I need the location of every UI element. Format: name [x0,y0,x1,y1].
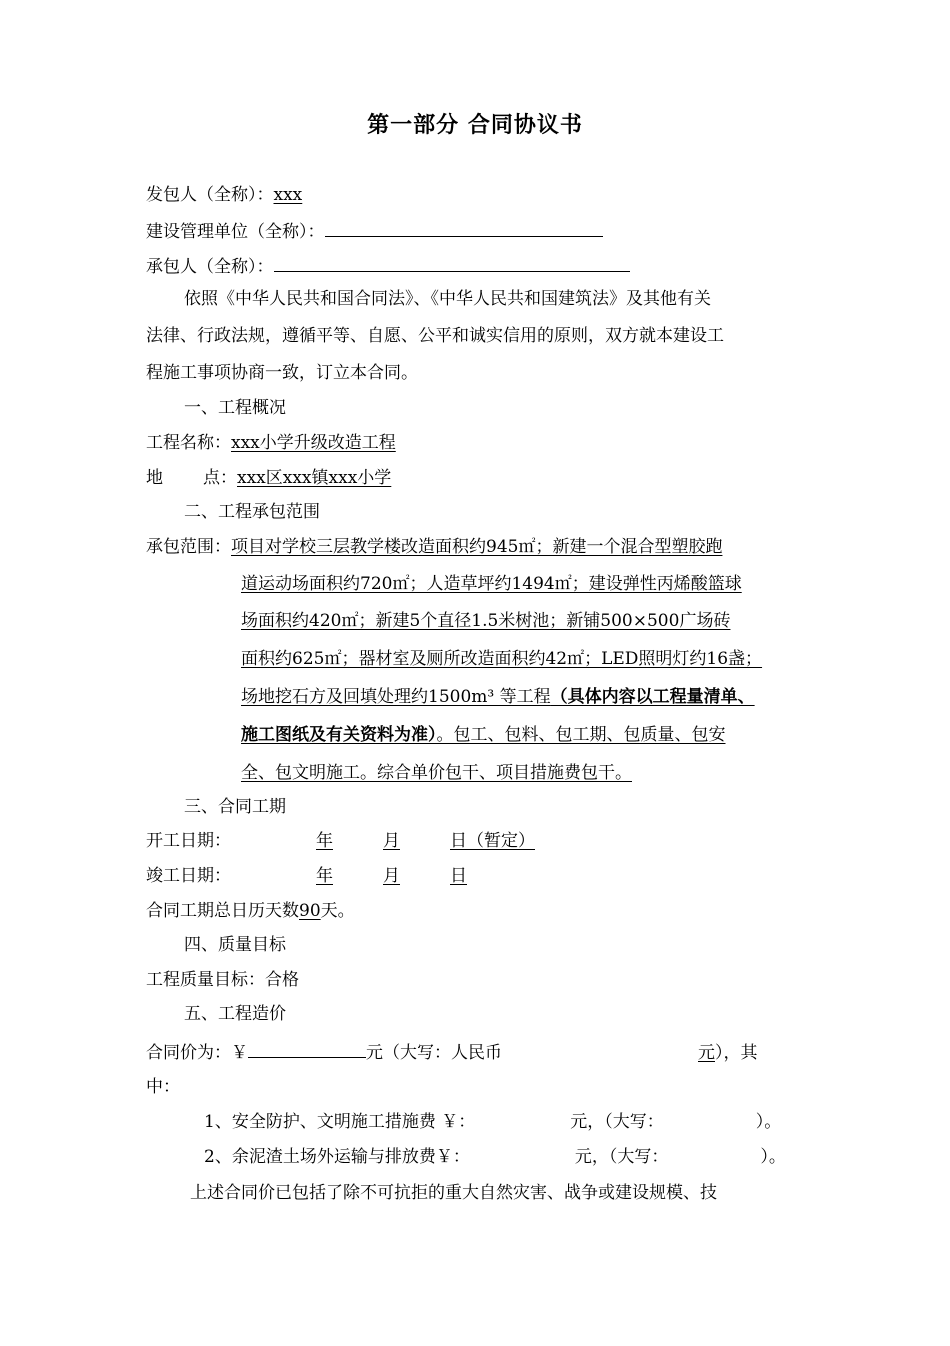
total-days-value: 90 [299,901,321,921]
price-end: 元 [698,1043,715,1063]
scope-line-5 [241,686,755,708]
total-days-prefix: 合同工期总日历天数 [146,901,299,921]
start-year: 年 [316,831,333,851]
end-month: 月 [383,866,400,886]
location-value: xxx区xxx镇xxx小学 [237,468,392,488]
fee-item-2-close: ）。 [760,1147,786,1167]
scope-line-6 [241,724,726,746]
price-label: 合同价为：￥ [146,1043,248,1063]
intro-line-1: 依照《中华人民共和国合同法》、《中华人民共和国建筑法》及其他有关 [184,289,711,309]
contract-price-line [146,1039,758,1064]
scope-text-6b: 。包工、包料、包工期、包质量、包安 [436,725,726,745]
employer-value: xxx [273,185,303,205]
employer-label: 发包人（全称）： [146,185,274,205]
project-name-value: xxx小学升级改造工程 [231,433,396,453]
fee-item-1-close: ）。 [755,1112,782,1132]
section-2-heading: 二、工程承包范围 [184,502,320,522]
fee-item-1-label: 1、安全防护、文明施工措施费 ￥： [204,1112,476,1132]
end-date-line [146,865,489,887]
scope-text-1: 项目对学校三层教学楼改造面积约945㎡；新建一个混合型塑胶跑 [231,537,723,557]
end-date-label: 竣工日期： [146,866,231,886]
fee-item-2-unit: 元，（大写： [574,1147,669,1167]
page-title: 第一部分 合同协议书 [367,112,583,138]
scope-label: 承包范围： [146,537,231,557]
start-tentative: （暂定） [467,831,535,851]
end-date-field [231,866,489,886]
location-label-a: 地 [146,468,163,488]
scope-text-6a: 施工图纸及有关资料为准） [241,725,437,745]
employer-line [146,184,302,206]
price-footer-line: 上述合同价已包括了除不可抗拒的重大自然灾害、战争或建设规模、技 [190,1183,717,1203]
fee-item-2-label: 2、余泥渣土场外运输与排放费￥： [204,1147,470,1167]
start-date-label: 开工日期： [146,831,231,851]
scope-text-5b: （具体内容以工程量清单、 [550,687,755,707]
project-location-line [146,467,391,489]
project-name-line [146,432,396,454]
total-days-suffix: 天。 [320,901,355,921]
location-label-b: 点： [203,468,237,488]
section-3-heading: 三、合同工期 [184,797,286,817]
scope-line-1 [146,536,722,558]
total-days-line [146,900,355,922]
start-date-line [146,830,535,852]
section-5-heading: 五、工程造价 [184,1004,286,1024]
scope-text-7: 全、包文明施工。综合单价包干、项目措施费包干。 [241,763,632,783]
price-mid: 元（大写：人民币 [366,1043,502,1063]
price-wrap: 中： [146,1077,180,1097]
start-day: 日 [450,831,467,851]
section-1-heading: 一、工程概况 [184,398,286,418]
end-day: 日 [450,866,467,886]
price-words-field [502,1043,715,1063]
fee-item-1 [204,1111,781,1133]
quality-label: 工程质量目标： [146,970,265,990]
intro-line-3: 程施工事项协商一致，订立本合同。 [146,363,418,383]
price-amount-blank [248,1039,366,1058]
scope-text-4: 面积约625㎡；器材室及厕所改造面积约42㎡；LED照明灯约16盏； [241,649,763,669]
quality-value: 合格 [265,970,299,990]
start-date-field [231,831,535,851]
fee-item-1-unit: 元，（大写： [570,1112,664,1132]
price-tail: ），其 [715,1043,758,1063]
scope-text-2: 道运动场面积约720㎡；人造草坪约1494㎡；建设弹性丙烯酸篮球 [241,574,742,594]
section-4-heading: 四、质量目标 [184,935,286,955]
scope-text-3: 场面积约420㎡；新建5个直径1.5米树池；新铺500×500广场砖 [241,611,731,631]
scope-text-5a: 场地挖石方及回填处理约1500m³ 等工程 [241,687,551,707]
manager-blank [325,218,603,237]
manager-label: 建设管理单位（全称）： [146,222,325,242]
fee-item-2 [204,1146,786,1168]
project-name-label: 工程名称： [146,433,231,453]
end-year: 年 [316,866,333,886]
manager-line [146,218,603,243]
contractor-blank [274,253,630,272]
start-month: 月 [383,831,400,851]
contractor-label: 承包人（全称）： [146,257,274,277]
intro-line-2: 法律、行政法规，遵循平等、自愿、公平和诚实信用的原则，双方就本建设工 [146,326,724,346]
quality-line [146,969,299,991]
contractor-line [146,253,630,278]
